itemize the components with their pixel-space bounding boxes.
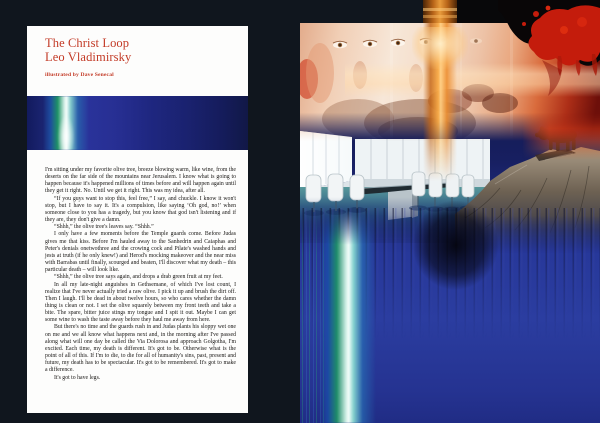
author-name: Leo Vladimirsky bbox=[45, 49, 132, 64]
story-paragraph: I'm sitting under my favorite olive tree, breeze blowing warm, like wine, from the deserts on the far side of the mountains near Jerusalem. I know what is going to happen because it's happened millions of times before and will happen again until they get it right. No. Until we get it right. This was my idea, after all. bbox=[45, 167, 236, 195]
story-text bbox=[45, 167, 236, 382]
story-paragraph: But there's no time and the guards rush in and Judas plants his sloppy wet one on me and we all know what happens next and, in the morning after I've passed along what will one day be called the Via Dolorosa and approach Golgotha, I'm excited. Each time, my death is different. It's got to be. Otherwise what is the point of all of this. If I'm to die, to die for all of humanity's sins, past, present and future, my death has to be spectacular. It's got to be remembered. It's got to make a difference. bbox=[45, 324, 236, 374]
story-paragraph: It's got to have legs. bbox=[54, 374, 101, 381]
light-beam bbox=[320, 211, 376, 423]
story-paragraph: “Shhh,” the olive tree's leaves say. “Shhh.” bbox=[54, 224, 154, 231]
banner-light-beam bbox=[43, 96, 89, 150]
dark-smudge bbox=[398, 201, 513, 331]
story-paragraph: “Shhh,” the olive tree says again, and drops a drab green fruit at my feet. bbox=[54, 274, 223, 281]
page-title: The Christ Loop bbox=[45, 36, 130, 50]
left-page-banner-image bbox=[27, 96, 248, 150]
story-paragraph: “If you guys want to stop this, feel free,” I say, and chuckle. I know it won't stop, but I have to say it. It's a compulsion, like saying ‘Oh god, no!’ when someone close to you has a tragedy, but you know that god isn't listening and if they are, they don't give a damn. bbox=[45, 195, 236, 224]
story-paragraph: I only have a few moments before the Temple guards come. Before Judas gives me that kiss. Before I'm hauled away to the Sanhedrin and Caiaphas and Peter's denials onetwothree and the crowing cock and Pilate's washed hands and jests at truth (if he only knew!) and Herod's mocking makeover and the near miss with Barrabas until finally, scourged and beaten, I'll discover what my death – this particular death – will look like. bbox=[45, 231, 236, 274]
illustrator-credit: illustrated by Dave Senecal bbox=[45, 72, 114, 78]
cross-center-glow bbox=[412, 27, 468, 69]
title-block bbox=[45, 37, 131, 78]
left-page bbox=[27, 26, 248, 413]
story-paragraph: In all my late-night anguishes in Gethsemane, of which I've lost count, I realize that I've never actually tried a raw olive. I pick it up and brush the dirt off. Then I laugh. I'll be dead in about twelve hours, so who cares whether the damn thing is clean or not. I set the olive squarely between my front teeth and take a bite. The spare, bitter juice stings my tongue and I spit it out. Maybe I can get some wine to wash the taste away before they haul me away from here. bbox=[45, 281, 236, 324]
ink-splatter bbox=[498, 0, 600, 118]
